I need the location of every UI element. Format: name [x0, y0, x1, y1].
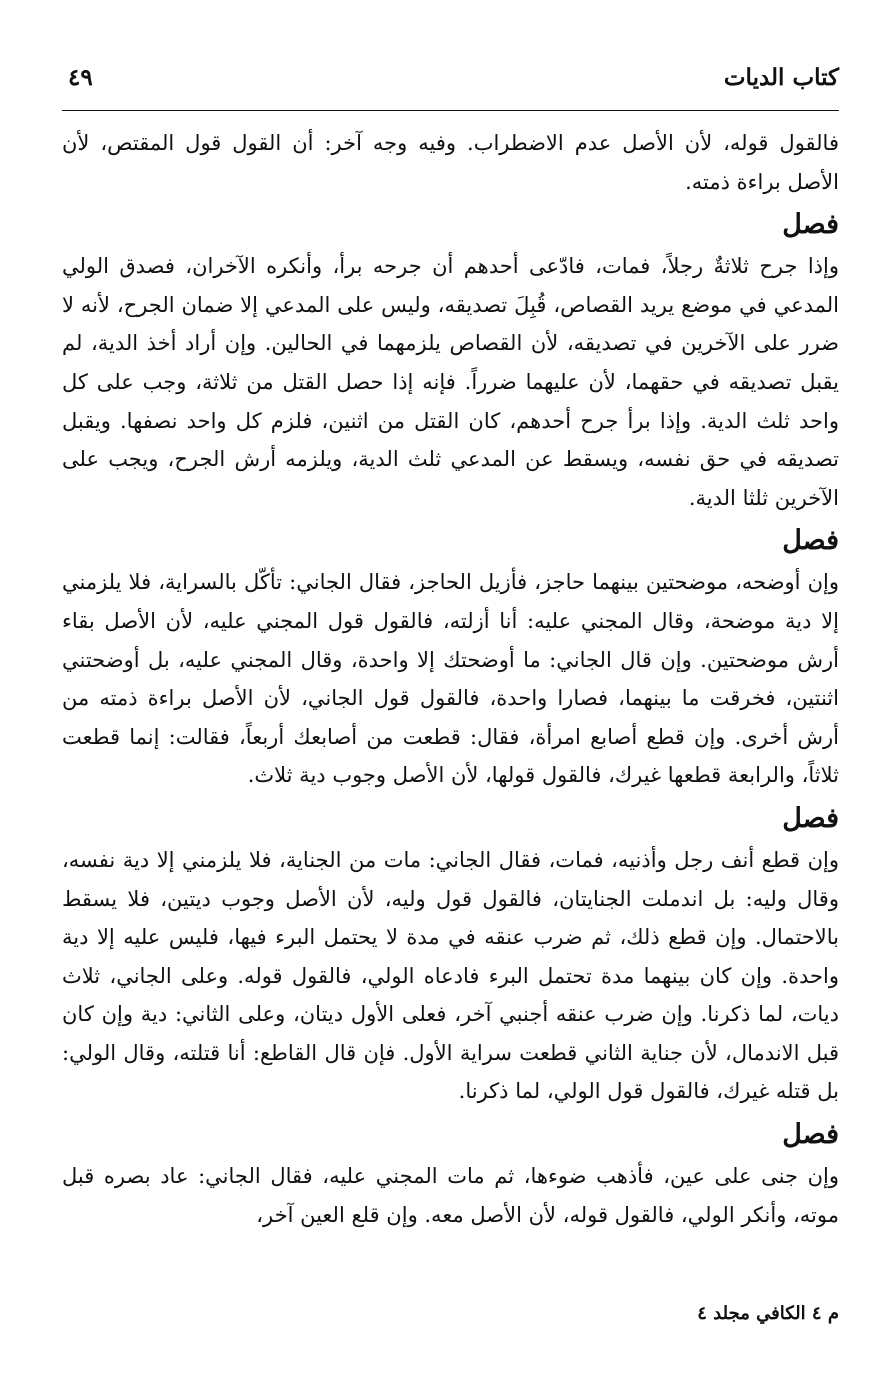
paragraph: فالقول قوله، لأن الأصل عدم الاضطراب. وفيه وجه آخر: أن القول قول المقتص، لأن الأصل براءة ذمته.: [62, 131, 839, 194]
header-divider: [62, 110, 839, 111]
paragraph: وإن أوضحه، موضحتين بينهما حاجز، فأزيل الحاجز، فقال الجاني: تأكّل بالسراية، فلا يلزمني إلا دية موضحة، وقال المجني عليه: أنا أزلته، فالقول قول المجني عليه، لأن الأصل بقاء أرش موضحتين. وإن قال الجاني: ما أوضحتك إلا واحدة، وقال المجني عليه، بل أوضحتني اثنتين، فخرقت ما بينهما، فصارا واحدة، فالقول قول الجاني، لأن الأصل براءة ذمته من أرش أخرى. وإن قطع أصابع امرأة، فقال: قطعت من أصابعك أربعاً، فقالت: إنما قطعت ثلاثاً، والرابعة قطعها غيرك، فالقول قولها، لأن الأصل وجوب دية ثلاث.: [62, 570, 839, 788]
paragraph: وإن قطع أنف رجل وأذنيه، فمات، فقال الجاني: مات من الجناية، فلا يلزمني إلا دية نفسه، وقال وليه: بل اندملت الجنايتان، فالقول قول وليه، لأن الأصل وجوب ديتين، فلا يسقط بالاحتمال. وإن قطع ذلك، ثم ضرب عنقه في مدة لا يحتمل البرء فيها، فليس عليه إلا دية واحدة. وإن كان بينهما مدة تحتمل البرء فادعاه الولي، فالقول قوله. وعلى الجاني، ثلاث ديات، لما ذكرنا. وإن ضرب عنقه أجنبي آخر، فعلى الأول ديتان، وعلى الثاني: دية وإن كان قبل الاندمال، لأن جناية الثاني قطعت سراية الأول. فإن قال القاطع: أنا قتلته، وقال الولي: بل قتله غيرك، فالقول قول الولي، لما ذكرنا.: [62, 847, 839, 1104]
page-number: ٤٩: [68, 64, 93, 91]
section-heading: فصل: [782, 209, 839, 241]
running-title: كتاب الديات: [723, 64, 839, 91]
paragraph: وإن جنى على عين، فأذهب ضوءها، ثم مات المجني عليه، فقال الجاني: عاد بصره قبل موته، وأنكر الولي، فالقول قوله، لأن الأصل معه. وإن قلع العين آخر،: [62, 1164, 839, 1227]
section-heading: فصل: [782, 1119, 839, 1151]
page-header: [60, 58, 839, 98]
section-heading: فصل: [782, 802, 839, 834]
paragraph: وإذا جرح ثلاثةٌ رجلاً، فمات، فادّعى أحدهم أن جرحه برأ، وأنكره الآخران، فصدق الولي المدعي في موضع يريد القصاص، قُبِلَ تصديقه، وليس على المدعي إلا ضمان الجرح، لأنه لا ضرر على الآخرين في تصديقه، لأن القصاص يلزمهما في الحالين. وإن أراد أخذ الدية، لم يقبل تصديقه في حقهما، لأن عليهما ضرراً. فإنه إذا حصل القتل من ثلاثة، وجب على كل واحد ثلث الدية. وإذا برأ جرح أحدهم، كان القتل من اثنين، فلزم كل واحد نصفها. ويقبل تصديقه في حق نفسه، ويسقط عن المدعي ثلث الدية، ويلزمه أرش الجرح، ويجب على الآخرين ثلثا الدية.: [62, 254, 839, 510]
signature-mark: م ٤ الكافي مجلد ٤: [697, 1303, 839, 1324]
section-heading: فصل: [782, 525, 839, 557]
body-text: [62, 124, 839, 1234]
